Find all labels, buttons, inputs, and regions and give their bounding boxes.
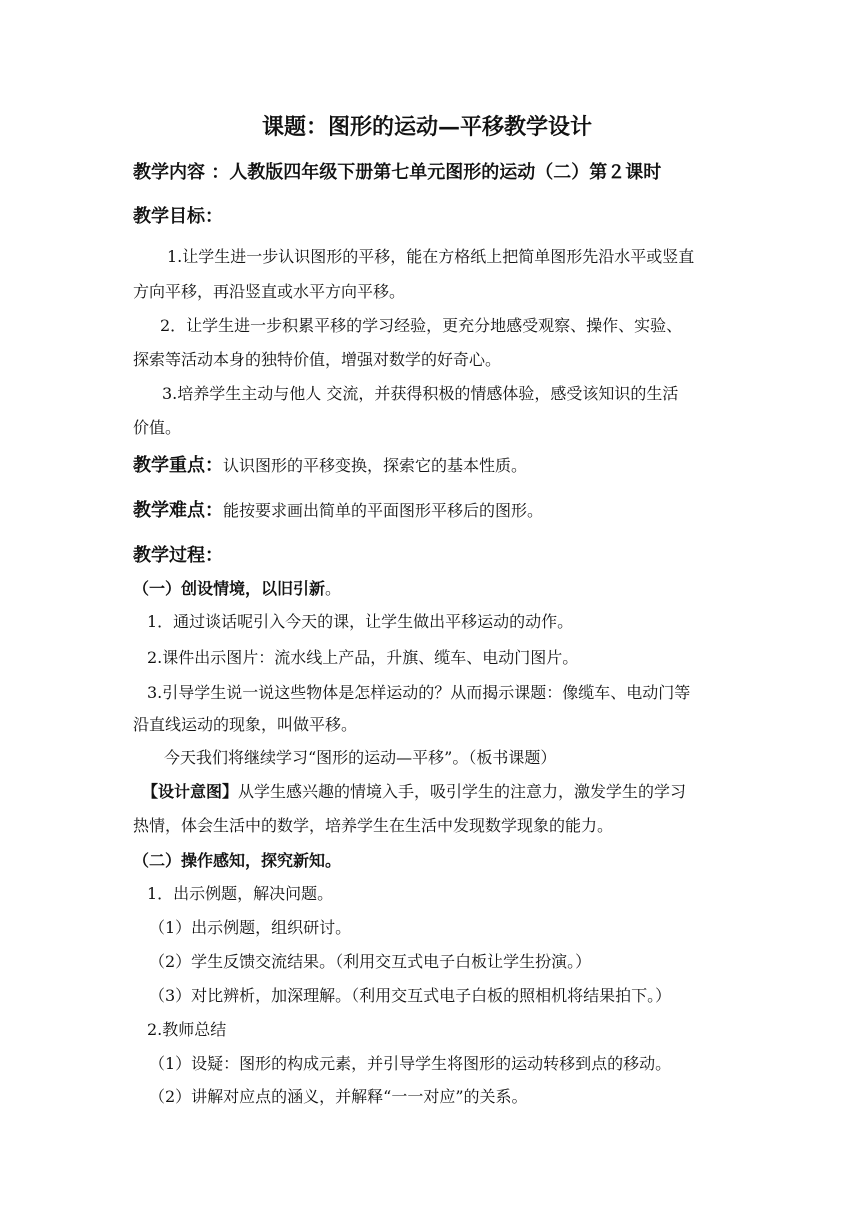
key-point-label: 教学重点： [133,455,223,476]
part1-step-3-line-2: 沿直线运动的现象，叫做平移。 [133,715,358,734]
objective-3-line-1: 3.培养学生主动与他人 交流，并获得积极的情感体验，感受该知识的生活 [162,384,679,403]
part2-sub-5: （2）讲解对应点的涵义，并解释“一一对应”的关系。 [149,1087,528,1106]
difficulty-label: 教学难点： [133,500,223,521]
part1-heading-line [133,579,341,599]
design-intent-line-1 [142,782,686,802]
part1-heading-tail: 。 [325,579,342,598]
objectives-heading: 教学目标： [133,206,223,227]
teaching-content-line [133,162,661,184]
part2-step-1: 1．出示例题，解决问题。 [147,884,334,903]
teaching-content-label: 教学内容 [133,162,205,183]
design-intent-text: 从学生感兴趣的情境入手，吸引学生的注意力，激发学生的学习 [238,782,687,801]
part2-sub-3: （3）对比辨析，加深理解。（利用交互式电子白板的照相机将结果拍下。） [149,986,672,1005]
part2-sub-1: （1）出示例题，组织研讨。 [149,918,352,937]
objective-1-line-1: 1.让学生进一步认识图形的平移，能在方格纸上把简单图形先沿水平或竖直 [167,247,695,266]
difficulty-line [133,500,543,522]
design-intent-line-2: 热情，体会生活中的数学，培养学生在生活中发现数学现象的能力。 [133,816,614,835]
objective-2-line-1: 2．让学生进一步积累平移的学习经验，更充分地感受观察、操作、实验、 [160,316,683,335]
part2-sub-2: （2）学生反馈交流结果。（利用交互式电子白板让学生扮演。） [149,952,592,971]
difficulty-text: 能按要求画出简单的平面图形平移后的图形。 [223,501,544,520]
objective-1-line-2: 方向平移，再沿竖直或水平方向平移。 [133,282,406,301]
part1-step-3-line-1: 3.引导学生说一说这些物体是怎样运动的？从而揭示课题：像缆车、电动门等 [147,683,691,702]
teaching-content-text: ：人教版四年级下册第七单元图形的运动（二）第２课时 [205,162,662,183]
part1-heading: （一）创设情境，以旧引新 [133,579,326,598]
part2-sub-4: （1）设疑：图形的构成元素，并引导学生将图形的运动转移到点的移动。 [149,1054,672,1073]
part2-step-2: 2.教师总结 [147,1020,227,1039]
design-intent-label: 【设计意图】 [142,782,239,801]
part2-heading: （二）操作感知，探究新知。 [133,851,342,870]
process-heading: 教学过程： [133,545,223,566]
part1-today: 今天我们将继续学习“图形的运动—平移”。（板书课题） [164,748,557,767]
objective-2-line-2: 探索等活动本身的独特价值，增强对数学的好奇心。 [133,350,502,369]
objective-3-line-2: 价值。 [133,418,182,437]
key-point-line [133,455,527,477]
part1-step-2: 2.课件出示图片：流水线上产品，升旗、缆车、电动门图片。 [147,648,579,667]
page-title: 课题：图形的运动—平移教学设计 [262,114,593,140]
key-point-text: 认识图形的平移变换，探索它的基本性质。 [223,456,528,475]
part1-step-1: 1．通过谈话呢引入今天的课，让学生做出平移运动的动作。 [147,612,574,631]
